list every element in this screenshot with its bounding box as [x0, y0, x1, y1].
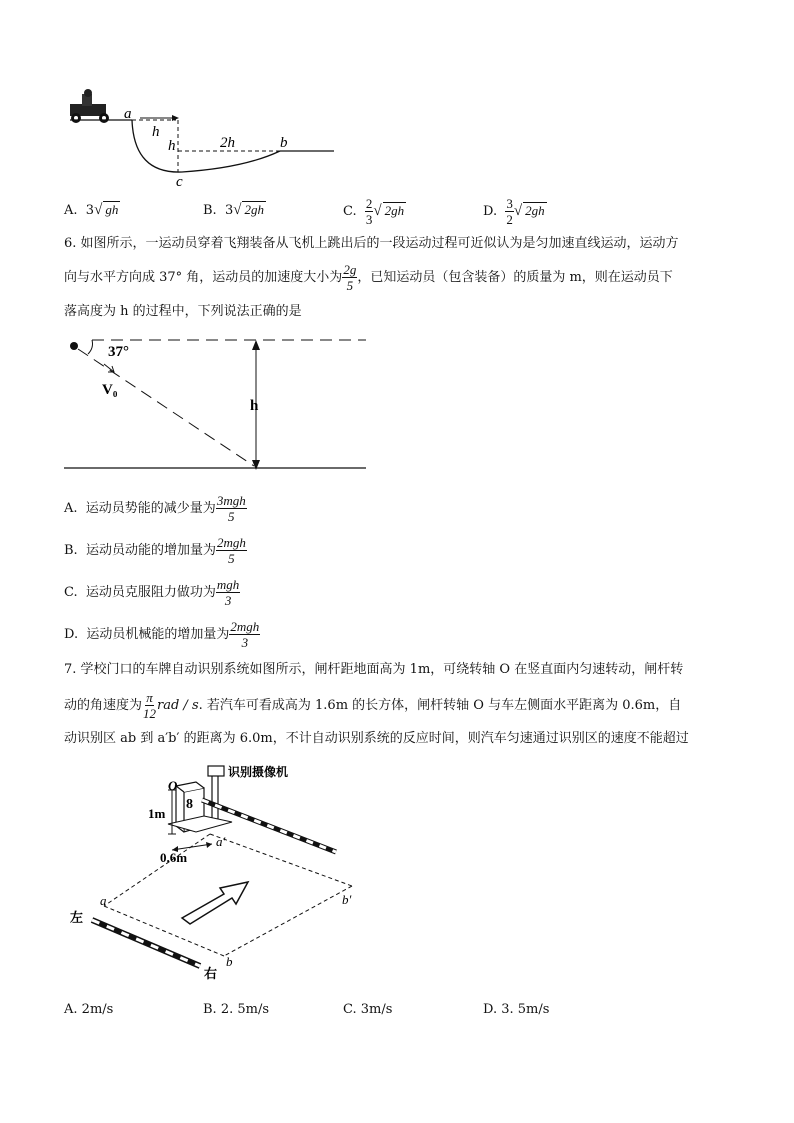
- height-label: 1m: [148, 806, 166, 821]
- q6-option-d[interactable]: D. 运动员机械能的增加量为 $\frac{\text{2mgh}}{3}$: [64, 619, 260, 650]
- label-b: b: [280, 135, 288, 151]
- q6-option-a[interactable]: A. 运动员势能的减少量为 $\frac{\text{3mgh}}{5}$: [64, 493, 246, 524]
- motorcycle-icon: [70, 89, 109, 123]
- dist-label: 0.6m: [160, 850, 188, 865]
- q7-stem-line3: 动识别区 ab 到 a′b′ 的距离为 6.0m，不计自动识别系统的反应时间，则汽车匀速通过识别区的速度不能超过: [64, 731, 689, 746]
- q5-option-a[interactable]: A. 3√ gh: [64, 202, 119, 218]
- b-label: b: [226, 954, 233, 969]
- label-h-upper: h: [152, 124, 160, 140]
- direction-arrow-icon: [182, 882, 248, 924]
- label-a: a: [124, 106, 132, 122]
- skydiver-figure: [64, 332, 374, 474]
- q5-option-b[interactable]: B. 3√ 2gh: [203, 202, 264, 218]
- q6-stem-line3: 落高度为 h 的过程中，下列说法正确的是: [64, 304, 302, 319]
- q7-stem-line2: 动的角速度为 $\frac{\pi}{12}$ rad / s. 若汽车可看成高为 1.6m 的长方体，闸杆转轴 O 与车左侧面水平距离为 0.6m，自: [64, 690, 682, 721]
- label-c: c: [176, 174, 183, 188]
- q7-stem-line1: 7. 学校门口的车牌自动识别系统如图所示，闸杆距地面高为 1m，可绕转轴 O 在竖直面内匀速转动，闸杆转: [64, 662, 684, 677]
- right-label: 右: [204, 966, 218, 980]
- v0-label: V₀: [102, 382, 118, 398]
- motorcycle-track-figure: [64, 88, 344, 188]
- a-prime-label: a′: [216, 834, 226, 849]
- angle-label: 37°: [108, 344, 129, 360]
- q7-option-b[interactable]: B. 2. 5m/s: [203, 1002, 270, 1017]
- label-2h: 2h: [220, 135, 235, 151]
- o-label: O: [168, 778, 178, 793]
- svg-text:8: 8: [186, 797, 193, 812]
- q6-stem-line2: 向与水平方向成 37° 角，运动员的加速度大小为 $\frac{2g}{5}$ ，已知运动员（包含装备）的质量为 m，则在运动员下: [64, 262, 673, 293]
- h-label: h: [250, 398, 259, 414]
- q7-option-d[interactable]: D. 3. 5m/s: [483, 1002, 550, 1017]
- camera-label: 识别摄像机: [228, 765, 289, 779]
- q7-option-c[interactable]: C. 3m/s: [343, 1002, 393, 1017]
- q7-option-a[interactable]: A. 2m/s: [64, 1002, 114, 1017]
- q6-option-b[interactable]: B. 运动员动能的增加量为 $\frac{\text{2mgh}}{5}$: [64, 535, 246, 566]
- left-label: 左: [70, 910, 84, 925]
- b-prime-label: b′: [342, 892, 352, 907]
- a-label: a: [100, 893, 107, 908]
- label-h-lower: h: [168, 138, 176, 154]
- gate-figure: [64, 760, 384, 980]
- q5-option-d[interactable]: D. $\frac{3}{2}$ √ 2gh: [483, 196, 545, 227]
- striped-line-ab: [92, 920, 200, 966]
- q5-option-c[interactable]: C. $\frac{2}{3}$ √ 2gh: [343, 196, 405, 227]
- q6-stem-line1: 6. 如图所示，一运动员穿着飞翔装备从飞机上跳出后的一段运动过程可近似认为是匀加速直线运动，运动方: [64, 236, 679, 251]
- q6-option-c[interactable]: C. 运动员克服阻力做功为 $\frac{\text{mgh}}{3}$: [64, 577, 240, 608]
